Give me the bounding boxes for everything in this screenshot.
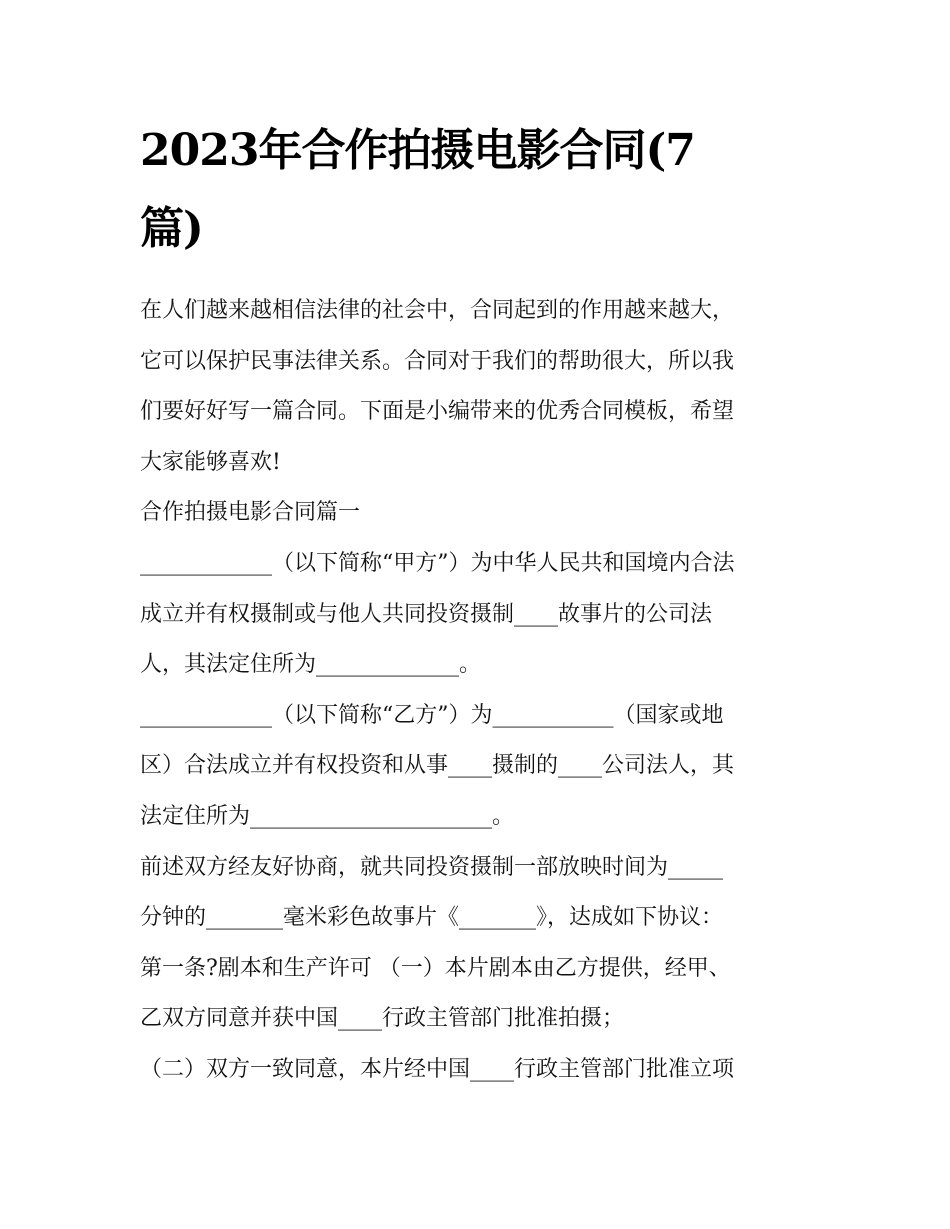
body-line: 分钟的_______毫米彩色故事片《_______》，达成如下协议： — [140, 905, 724, 931]
body-line: 法定住所为______________________。 — [140, 803, 515, 829]
body-line: 区）合法成立并有权投资和从事____摄制的____公司法人，其 — [140, 753, 735, 779]
body-line: 成立并有权摄制或与他人共同投资摄制____故事片的公司法 — [140, 601, 713, 627]
document-body — [140, 286, 815, 1096]
body-line: 它可以保护民事法律关系。合同对于我们的帮助很大，所以我 — [140, 348, 735, 374]
section-heading: 合作拍摄电影合同篇一 — [140, 500, 361, 526]
body-line: 人，其法定住所为_____________。 — [140, 652, 482, 678]
body-line: 在人们越来越相信法律的社会中，合同起到的作用越来越大， — [140, 298, 735, 323]
body-line: （二）双方一致同意，本片经中国____行政主管部门批准立项 — [140, 1056, 735, 1082]
body-line: ____________（以下简称“乙方”）为___________（国家或地 — [140, 702, 724, 728]
document-page — [140, 112, 815, 1096]
body-line: 乙双方同意并获中国____行政主管部门批准拍摄； — [140, 1006, 625, 1032]
title-line-2: 篇) — [140, 203, 203, 254]
body-line: 们要好好写一篇合同。下面是小编带来的优秀合同模板，希望 — [140, 399, 735, 425]
title-line-1: 2023年合作拍摄电影合同(7 — [140, 125, 695, 176]
body-line: 前述双方经友好协商，就共同投资摄制一部放映时间为_____ — [140, 854, 724, 880]
document-title — [140, 112, 815, 268]
body-line: 大家能够喜欢! — [140, 449, 281, 475]
body-line: 第一条?剧本和生产许可 （一）本片剧本由乙方提供，经甲、 — [140, 955, 731, 981]
body-line: ____________（以下简称“甲方”）为中华人民共和国境内合法 — [140, 550, 735, 576]
